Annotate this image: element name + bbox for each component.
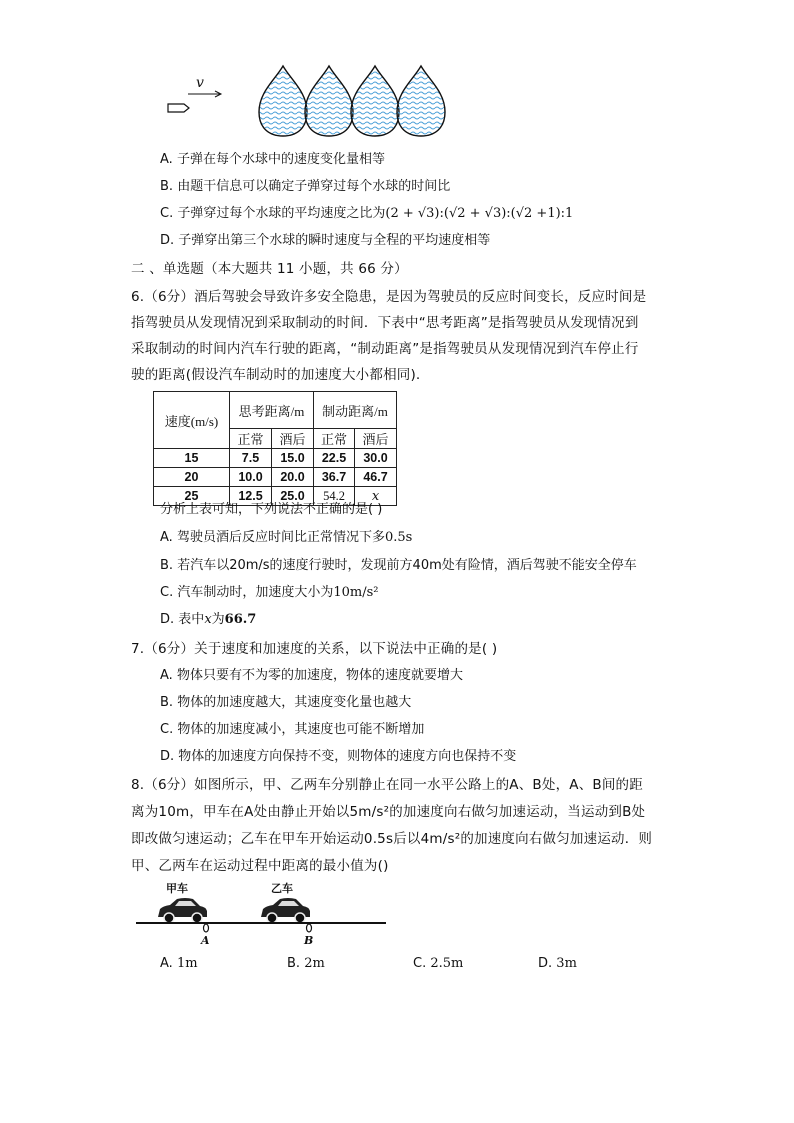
q7-stem: 7.（6分）关于速度和加速度的关系，以下说法中正确的是( ) xyxy=(131,641,498,657)
car-yi-icon xyxy=(258,895,313,925)
q8-option-b[interactable] xyxy=(287,956,325,971)
option-label: B. xyxy=(160,558,174,573)
table-cell: 15.0 xyxy=(272,449,314,468)
table-cell: 22.5 xyxy=(314,449,355,468)
q5-option-b[interactable] xyxy=(160,175,450,194)
option-value: 1m xyxy=(176,956,198,971)
option-text: 表中 xyxy=(178,612,205,627)
q8-option-d[interactable] xyxy=(538,956,577,971)
point-a-label: A xyxy=(201,934,210,947)
q8-option-c[interactable] xyxy=(413,956,463,971)
option-math: (2 + √3):(√2 + √3):(√2 +1):1 xyxy=(385,206,574,221)
table-cell: x xyxy=(355,487,397,506)
table-cell: 12.5 xyxy=(230,487,272,506)
option-text: 物体的加速度方向保持不变，则物体的速度方向也保持不变 xyxy=(178,749,517,764)
table-cell: 7.5 xyxy=(230,449,272,468)
q6-option-d[interactable] xyxy=(160,608,256,627)
water-balloon xyxy=(351,66,399,136)
option-label: A. xyxy=(160,956,173,971)
option-text: 物体只要有不为零的加速度，物体的速度就要增大 xyxy=(176,668,463,683)
water-balloon xyxy=(397,66,445,136)
option-label: B. xyxy=(160,695,174,710)
q6-after-table: 分析上表可知，下列说法不正确的是( ) xyxy=(160,502,383,517)
q8-stem-line: 即改做匀速运动；乙车在甲车开始运动0.5s后以4m/s²的加速度向右做匀加速运动．则 xyxy=(131,831,653,847)
q5-option-a[interactable] xyxy=(160,148,385,167)
table-cell: 20.0 xyxy=(272,468,314,487)
point-b-label: B xyxy=(304,934,314,947)
q7-option-a[interactable] xyxy=(160,664,463,683)
table-row xyxy=(154,468,397,487)
option-label: C. xyxy=(413,956,427,971)
table-row xyxy=(154,449,397,468)
option-text: 汽车制动时，加速度大小为 xyxy=(177,585,334,600)
q6-option-b[interactable] xyxy=(160,554,637,573)
table-cell: 46.7 xyxy=(355,468,397,487)
option-value: 2m xyxy=(304,956,325,971)
water-balloon xyxy=(305,66,353,136)
header-speed: 速度(m/s) xyxy=(154,392,230,449)
option-text: 为 xyxy=(211,612,225,627)
option-value: 2.5m xyxy=(430,956,464,971)
braking-distance-table xyxy=(153,391,397,506)
car-label-yi: 乙车 xyxy=(271,882,293,895)
q6-stem-line: 指驾驶员从发现情况到采取制动的时间．下表中“思考距离”是指驾驶员从发现情况到 xyxy=(131,315,639,331)
point-b-marker xyxy=(303,922,315,934)
option-text: 由题干信息可以确定子弹穿过每个水球的时间比 xyxy=(177,179,451,194)
road-line xyxy=(136,922,386,924)
subheader-drunk: 酒后 xyxy=(355,429,397,449)
option-label: A. xyxy=(160,530,173,545)
option-label: A. xyxy=(160,668,173,683)
q6-option-c[interactable] xyxy=(160,581,379,600)
option-label: D. xyxy=(538,956,553,971)
q8-stem-line: 离为10m，甲车在A处由静止开始以5m/s²的加速度向右做匀加速运动，当运动到B处 xyxy=(131,804,646,820)
header-brake-distance: 制动距离/m xyxy=(314,392,397,429)
subheader-drunk: 酒后 xyxy=(272,429,314,449)
option-label: B. xyxy=(287,956,301,971)
table-cell: 30.0 xyxy=(355,449,397,468)
table-cell: 10.0 xyxy=(230,468,272,487)
q7-option-c[interactable] xyxy=(160,718,424,737)
option-math: 66.7 xyxy=(224,612,257,627)
q8-stem-line: 8.（6分）如图所示，甲、乙两车分别静止在同一水平公路上的A、B处，A、B间的距 xyxy=(131,777,643,793)
option-math: 0.5s xyxy=(384,530,413,545)
option-label: D. xyxy=(160,749,175,764)
car-label-jia: 甲车 xyxy=(166,882,188,895)
bullet-shape xyxy=(168,104,189,112)
q5-option-d[interactable] xyxy=(160,229,490,248)
option-text: 子弹穿出第三个水球的瞬时速度与全程的平均速度相等 xyxy=(178,233,491,248)
bullet-balloons-figure xyxy=(160,60,450,142)
q7-option-d[interactable] xyxy=(160,745,516,764)
q8-stem-line: 甲、乙两车在运动过程中距离的最小值为() xyxy=(131,858,389,874)
option-label: C. xyxy=(160,722,174,737)
option-text: 若汽车以20m/s的速度行驶时，发现前方40m处有险情，酒后驾驶不能安全停车 xyxy=(177,558,637,573)
option-label: D. xyxy=(160,233,175,248)
q5-option-c[interactable] xyxy=(160,202,573,221)
table-cell: 54.2 xyxy=(314,487,355,506)
table-cell: 20 xyxy=(154,468,230,487)
option-text: 子弹穿过每个水球的平均速度之比为 xyxy=(177,206,386,221)
option-text: 物体的加速度减小，其速度也可能不断增加 xyxy=(177,722,425,737)
option-label: A. xyxy=(160,152,173,167)
q6-stem-line: 采取制动的时间内汽车行驶的距离，“制动距离”是指驾驶员从发现情况到汽车停止行 xyxy=(131,341,639,357)
table-cell: 25 xyxy=(154,487,230,506)
header-think-distance: 思考距离/m xyxy=(230,392,314,429)
q8-option-a[interactable] xyxy=(160,956,198,971)
q6-option-a[interactable] xyxy=(160,526,412,545)
table-cell: 36.7 xyxy=(314,468,355,487)
option-text: 驾驶员酒后反应时间比正常情况下多 xyxy=(176,530,385,545)
option-math: 10m/s² xyxy=(333,585,379,600)
q7-option-b[interactable] xyxy=(160,691,411,710)
water-balloon xyxy=(259,66,307,136)
subheader-normal: 正常 xyxy=(314,429,355,449)
option-text: 子弹在每个水球中的速度变化量相等 xyxy=(176,152,385,167)
table-cell: 15 xyxy=(154,449,230,468)
option-text: 物体的加速度越大，其速度变化量也越大 xyxy=(177,695,412,710)
option-label: D. xyxy=(160,612,175,627)
car-jia-icon xyxy=(155,895,210,925)
table-cell: 25.0 xyxy=(272,487,314,506)
point-a-marker xyxy=(200,922,212,934)
q6-stem-line: 6.（6分）酒后驾驶会导致许多安全隐患，是因为驾驶员的反应时间变长，反应时间是 xyxy=(131,289,647,305)
option-label: C. xyxy=(160,585,174,600)
velocity-label: v xyxy=(196,75,204,91)
option-value: 3m xyxy=(556,956,577,971)
option-var: x xyxy=(204,612,212,627)
subheader-normal: 正常 xyxy=(230,429,272,449)
option-label: C. xyxy=(160,206,174,221)
section-heading: 二 、单选题（本大题共 11 小题，共 66 分） xyxy=(131,261,408,277)
option-label: B. xyxy=(160,179,174,194)
q6-stem-line: 驶的距离(假设汽车制动时的加速度大小都相同). xyxy=(131,367,421,383)
